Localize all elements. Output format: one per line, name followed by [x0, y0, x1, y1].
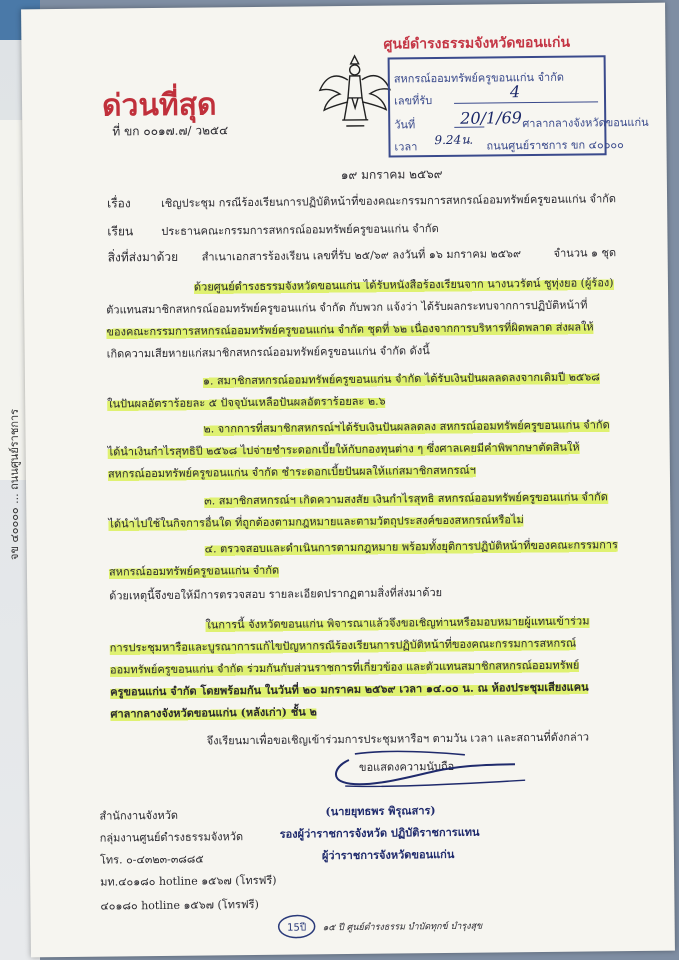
signature-icon [325, 734, 536, 796]
background-paper-text: จข ๔๐๐๐๐ ... ถนนศูนย์ราชการ [8, 408, 21, 560]
closing-text: จึงเรียนมาเพื่อขอเชิญเข้าร่วมการประชุมหารือฯ ตามวัน เวลา และสถานที่ดังกล่าว [206, 730, 590, 748]
item3-line: ๓. สมาชิกสหกรณ์ฯ เกิดความสงสัย เงินกำไรสุทธิ สหกรณ์ออมทรัพย์ครูขอนแก่น จำกัด [204, 487, 608, 509]
stamp-address-2: ถนนศูนย์ราชการ ขก ๔๐๐๐๐ [486, 138, 624, 153]
para1-line: ของคณะกรรมการสหกรณ์ออมทรัพย์ครูขอนแก่น จำกัด ชุดที่ ๖๒ เนื่องจากการบริหารที่ผิดพลาด ส่งผลให้ [106, 317, 593, 340]
para2-line: ในการนี้ จังหวัดขอนแก่น พิจารณาแล้วจึงขอเชิญท่านหรือมอบหมายผู้แทนเข้าร่วม [205, 611, 589, 633]
anniversary-logo-icon [277, 911, 317, 941]
sender-tel: โทร. ๐-๔๓๒๓-๓๘๘๕ [99, 852, 204, 867]
svg-text:15ปี: 15ปี [287, 922, 307, 934]
para2-line: ออมทรัพย์ครูขอนแก่น จำกัด ร่วมกันกับส่วนราชการที่เกี่ยวข้อง และตัวแทนสมาชิกสหกรณ์ออมทรัพย์ [110, 656, 579, 679]
para1-conclusion: ด้วยเหตุนี้จึงขอให้มีการตรวจสอบ รายละเอียดปรากฏตามสิ่งที่ส่งมาด้วย [109, 586, 443, 603]
stamp-date-value: 20/1/69 [460, 108, 523, 128]
sender-office: สำนักงานจังหวัด [99, 808, 179, 823]
item3-line: ได้นำไปใช้ในกิจการอื่นใด ที่ถูกต้องตามกฎหมายและตามวัตถุประสงค์ของสหกรณ์หรือไม่ [108, 510, 524, 532]
sender-hotline-2: ๔๐๑๘๐ hotline ๑๕๖๗ (โทรฟรี) [100, 897, 259, 913]
stamp-time-label: เวลา [394, 140, 418, 154]
para1-line: ตัวแทนสมาชิกสหกรณ์ออมทรัพย์ครูขอนแก่น จำกัด กับพวก แจ้งว่า ได้รับผลกระทบจากการปฏิบัติหน้าที่ [106, 298, 588, 317]
signer-name: (นายยุทธพร พิรุณสาร) [325, 804, 436, 819]
item1-line: ในปันผลอัตราร้อยละ ๕ ปัจจุบันเหลือปันผลอัตราร้อยละ ๒.๖ [107, 392, 386, 413]
item1-line: ๑. สมาชิกสหกรณ์ออมทรัพย์ครูขอนแก่น จำกัด ได้รับเงินปันผลลดลงจากเดิมปี ๒๕๖๘ [203, 367, 600, 389]
para2-line: ครูขอนแก่น จำกัด โดยพร้อมกัน ในวันที่ ๒๐ มกราคม ๒๕๖๙ เวลา ๑๔.๐๐ น. ณ ห้องประชุมเสียงแคน [110, 677, 589, 700]
enclosure-text: สำเนาเอกสารร้องเรียน เลขที่รับ ๒๕/๖๙ ลงวันที่ ๑๖ มกราคม ๒๕๖๙ [201, 247, 522, 264]
stamp-org: สหกรณ์ออมทรัพย์ครูขอนแก่น จำกัด [393, 70, 565, 86]
para2-line: ศาลากลางจังหวัดขอนแก่น (หลังเก่า) ชั้น ๒ [110, 702, 317, 722]
subject-text: เชิญประชุม กรณีร้องเรียนการปฏิบัติหน้าที่ของคณะกรรมการสหกรณ์ออมทรัพย์ครูขอนแก่น จำกัด [161, 192, 617, 210]
item4-line: ๔. ตรวจสอบและดำเนินการตามกฎหมาย พร้อมทั้งยุติการปฏิบัติหน้าที่ของคณะกรรมการ [205, 535, 618, 557]
stamp-address-1: ศาลากลางจังหวัดขอนแก่น [522, 115, 649, 131]
para1-line: เกิดความเสียหายแก่สมาชิกสหกรณ์ออมทรัพย์ครูขอนแก่น จำกัด ดังนี้ [106, 344, 430, 361]
signer-position-1: รองผู้ว่าราชการจังหวัด ปฏิบัติราชการแทน [279, 825, 480, 841]
garuda-emblem-icon [317, 50, 392, 135]
item2-line: ๒. จากการที่สมาชิกสหกรณ์ฯได้รับเงินปันผลลดลง สหกรณ์ออมทรัพย์ครูขอนแก่น จำกัด [203, 415, 609, 437]
subject-label: เรื่อง [107, 196, 131, 211]
stamp-time-value: 9.24น. [434, 132, 474, 148]
para1-line: ด้วยศูนย์ดำรงธรรมจังหวัดขอนแก่น ได้รับหนังสือร้องเรียนจาก นางนวรัตน์ ชูทุ่งยอ (ผู้ร้อง) [194, 273, 614, 295]
enclosure-label: สิ่งที่ส่งมาด้วย [107, 249, 179, 265]
stamp-received-label: เลขที่รับ [393, 94, 433, 108]
signer-position-2: ผู้ว่าราชการจังหวัดขอนแก่น [321, 847, 455, 863]
received-stamp [388, 55, 649, 157]
item4-line: สหกรณ์ออมทรัพย์ครูขอนแก่น จำกัด [109, 561, 279, 581]
enclosure-qty: จำนวน ๑ ชุด [553, 246, 617, 260]
center-name-header: ศูนย์ดำรงธรรมจังหวัดขอนแก่น [383, 34, 571, 53]
doc-number: ที่ ขก ๐๐๑๗.๗/ ว๒๕๔ [112, 123, 229, 139]
to-label: เรียน [107, 224, 134, 239]
item2-line: ได้นำเงินกำไรสุทธิปี ๒๕๖๘ ไปจ่ายชำระดอกเบี้ยให้กับกองทุนต่าง ๆ ซึ่งศาลเคยมีคำพิพากษาตัดสินให้ [108, 438, 580, 461]
letter-date: ๑๙ มกราคม ๒๕๖๙ [340, 166, 443, 183]
sender-hotline-1: มท.๔๐๑๘๐ hotline ๑๕๖๗ (โทรฟรี) [100, 873, 277, 889]
urgency-stamp: ด่วนที่สุด [101, 87, 217, 124]
official-letter [21, 3, 675, 958]
respect-text: ขอแสดงความนับถือ [358, 759, 455, 774]
item2-line: สหกรณ์ออมทรัพย์ครูขอนแก่น จำกัด ชำระดอกเบี้ยปันผลให้แก่สมาชิกสหกรณ์ฯ [108, 461, 476, 483]
stamp-received-no: 4 [509, 82, 521, 102]
sender-group: กลุ่มงานศูนย์ดำรงธรรมจังหวัด [99, 830, 244, 845]
footer-slogan: ๑๕ ปี ศูนย์ดำรงธรรม บำบัดทุกข์ บำรุงสุข [322, 921, 483, 934]
para2-line: การประชุมหารือและบูรณาการแก้ไขปัญหากรณีร้องเรียนการปฏิบัติหน้าที่ของคณะกรรมการสหกรณ์ [110, 634, 577, 657]
stamp-date-label: วันที่ [394, 118, 416, 132]
to-text: ประธานคณะกรรมการสหกรณ์ออมทรัพย์ครูขอนแก่น จำกัด [161, 222, 439, 238]
